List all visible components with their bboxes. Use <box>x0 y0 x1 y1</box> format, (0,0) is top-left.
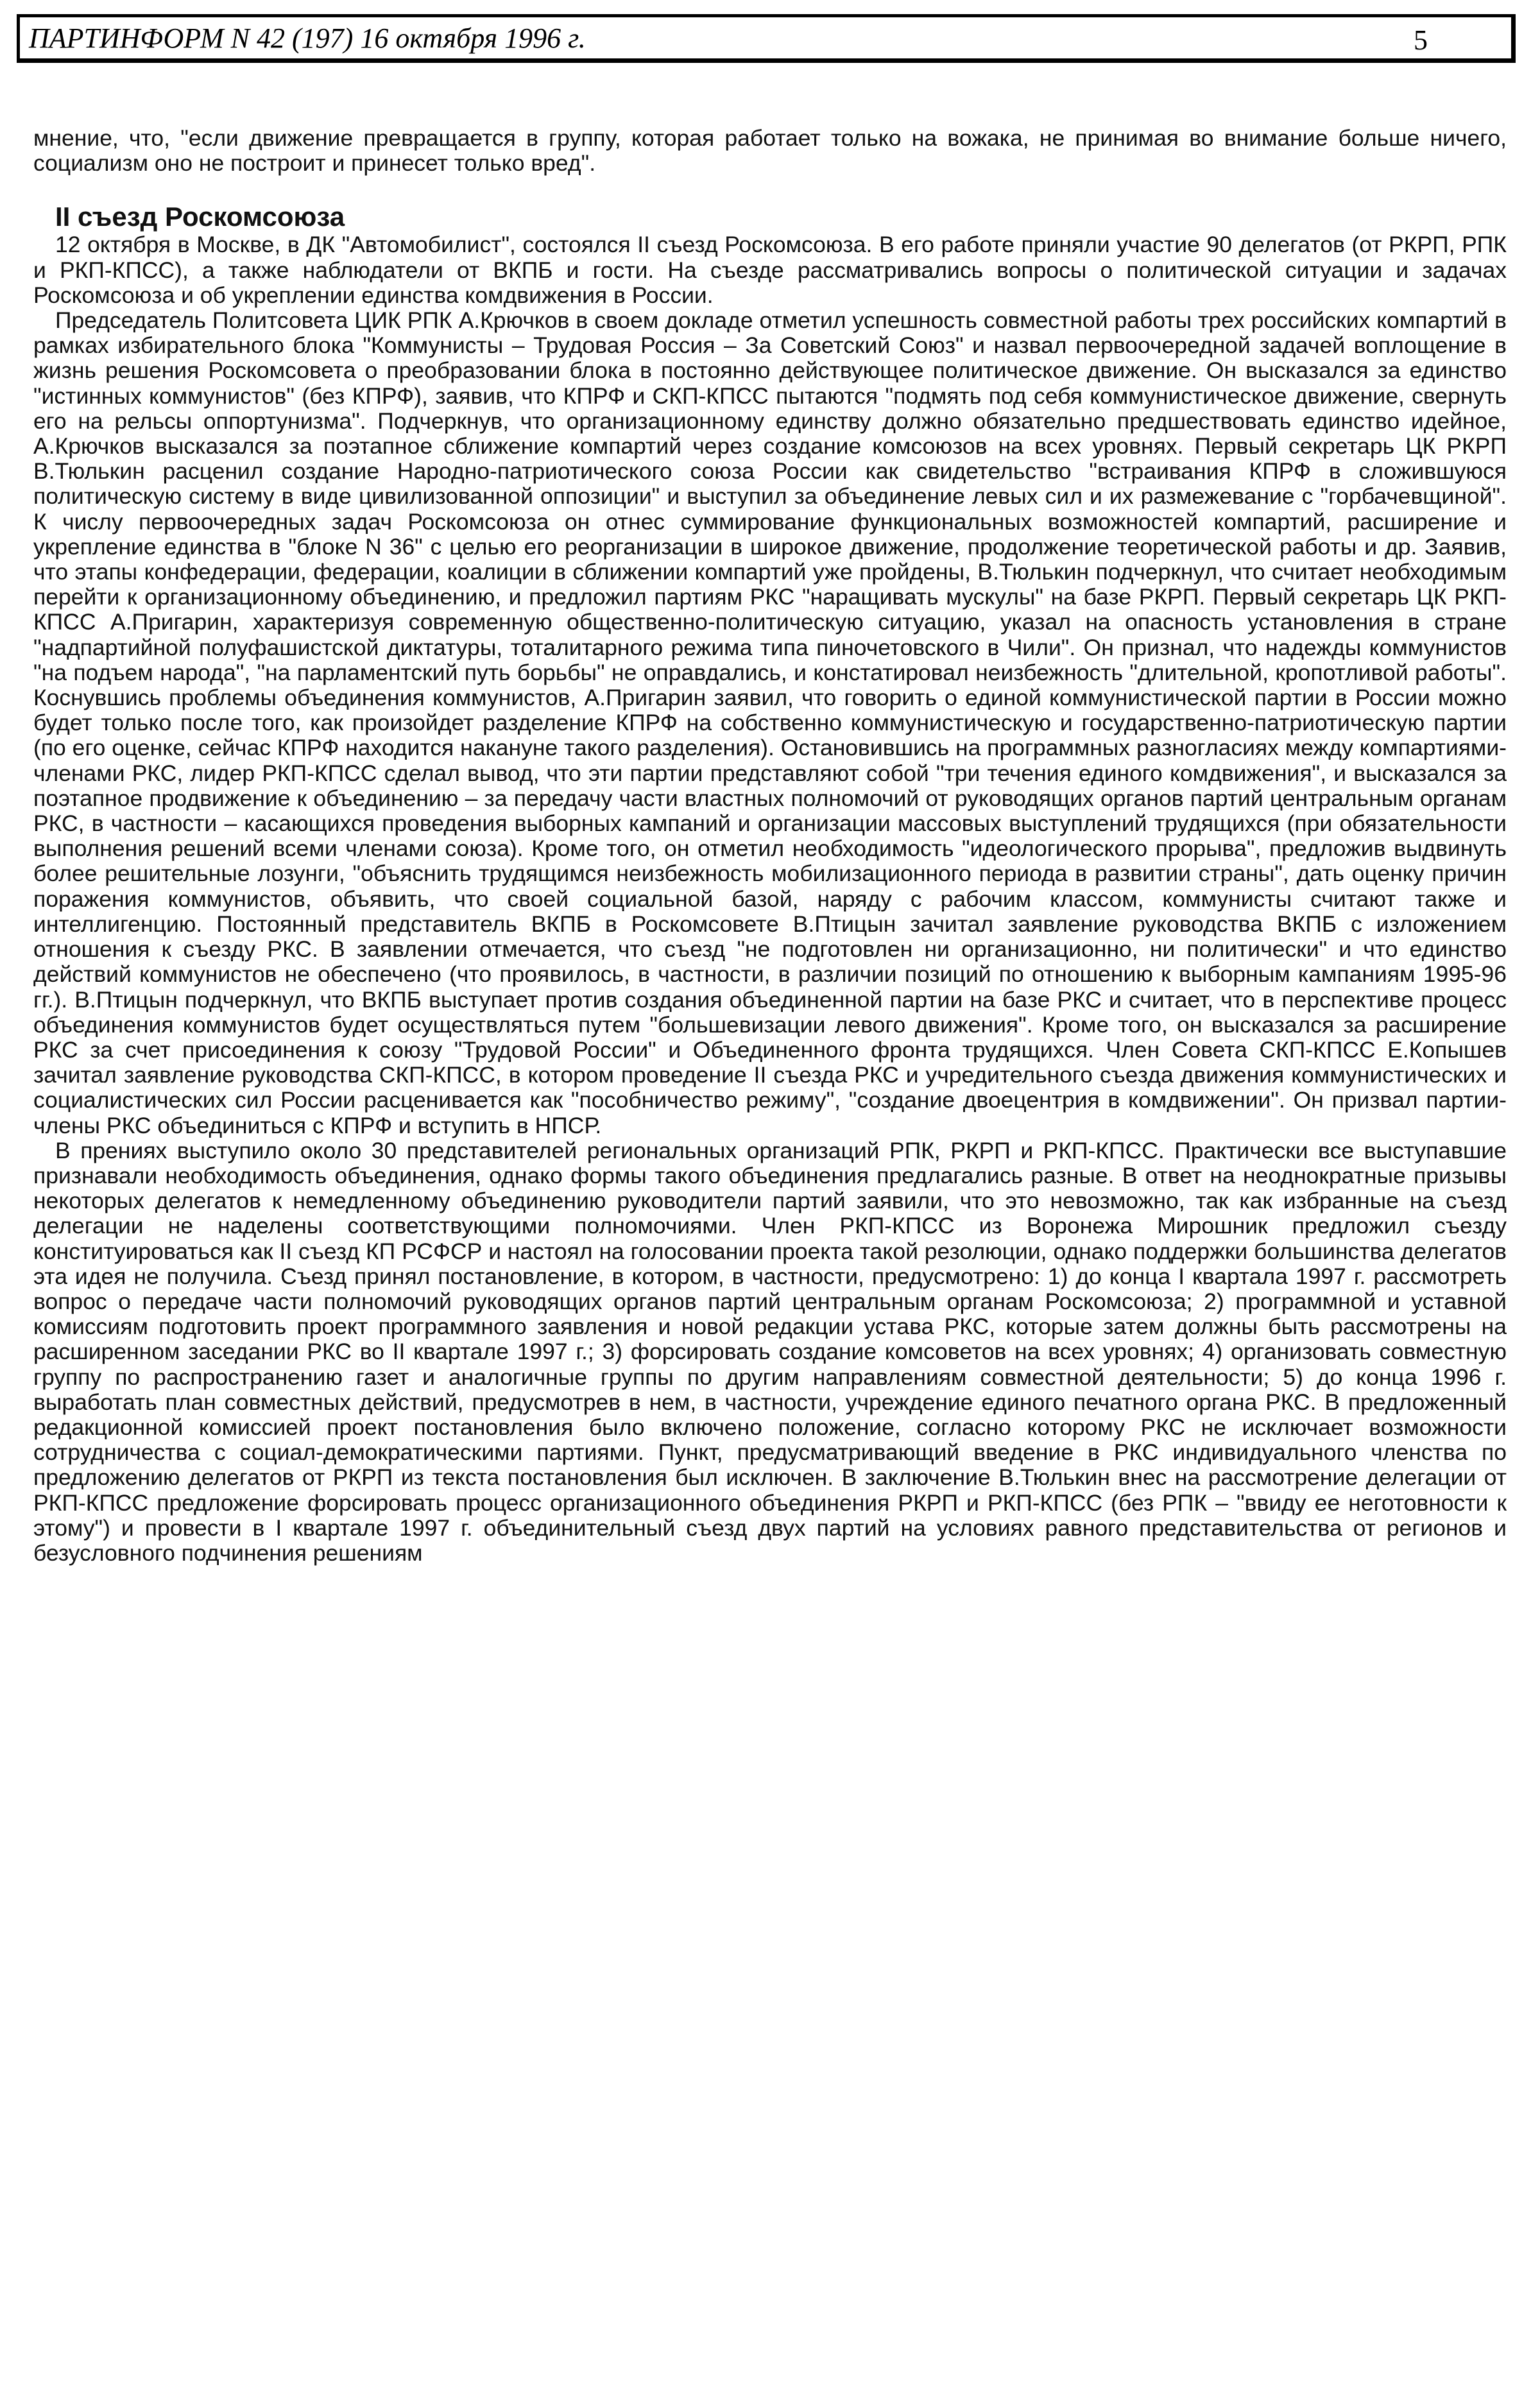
page-header <box>17 14 1516 63</box>
article-body <box>33 126 1507 1566</box>
header-title: ПАРТИНФОРМ N 42 (197) 16 октября 1996 г. <box>29 22 586 54</box>
page-number: 5 <box>1414 24 1428 56</box>
paragraph-2: Председатель Политсовета ЦИК РПК А.Крючков в своем докладе отметил успешность совместной работы трех российских компартий в рамках избирательного блока "Коммунисты – Трудовая Россия – За Советский Союз" и назвал первоочередной задачей воплощение в жизнь решения Роскомсовета о преобразовании блока в постоянно действующее политическое движение. Он высказался за единство "истинных коммунистов" (без КПРФ), заявив, что КПРФ и СКП-КПСС пытаются "подмять под себя коммунистическое движение, свернуть его на рельсы оппортунизма". Подчеркнув, что организационному единству должно обязательно предшествовать единство идейное, А.Крючков высказался за поэтапное сближение компартий через создание комсоюзов на всех уровнях. Первый секретарь ЦК РКРП В.Тюлькин расценил создание Народно-патриотического союза России как свидетельство "встраивания КПРФ в сложившуюся политическую систему в виде цивилизованной оппозиции" и выступил за объединение левых сил и их размежевание с "горбачевщиной". К числу первоочередных задач Роскомсоюза он отнес суммирование функциональных возможностей компартий, расширение и укрепление единства в "блоке N 36" с целью его реорганизации в широкое движение, продолжение теоретической работы и др. Заявив, что этапы конфедерации, федерации, коалиции в сближении компартий уже пройдены, В.Тюлькин подчеркнул, что считает необходимым перейти к организационному объединению, и предложил партиям РКС "наращивать мускулы" на базе РКРП. Первый секретарь ЦК РКП-КПСС А.Пригарин, характеризуя современную общественно-политическую ситуацию, указал на опасность установления в стране "надпартийной полуфашистской диктатуры, тоталитарного режима типа пиночетовского в Чили". Он признал, что надежды коммунистов "на подъем народа", "на парламентский путь борьбы" не оправдались, и констатировал неизбежность "длительной, кропотливой работы". Коснувшись проблемы объединения коммунистов, А.Пригарин заявил, что говорить о единой коммунистической партии в России можно будет только после того, как произойдет разделение КПРФ на собственно коммунистическую и государственно-патриотическую партии (по его оценке, сейчас КПРФ находится накануне такого разделения). Остановившись на программных разногласиях между компартиями-членами РКС, лидер РКП-КПСС сделал вывод, что эти партии представляют собой "три течения единого комдвижения", и высказался за поэтапное продвижение к объединению – за передачу части властных полномочий от руководящих органов партий центральным органам РКС, в частности – касающихся проведения выборных кампаний и организации массовых выступлений трудящихся (при обязательности выполнения решений всеми членами союза). Кроме того, он отметил необходимость "идеологического прорыва", предложив выдвинуть более решительные лозунги, "объяснить трудящимся неизбежность мобилизационного периода в развитии страны", дать оценку причин поражения коммунистов, объявить, что своей социальной базой, наряду с рабочим классом, коммунисты считают также и интеллигенцию. Постоянный представитель ВКПБ в Роскомсовете В.Птицын зачитал заявление руководства ВКПБ с изложением отношения к съезду РКС. В заявлении отмечается, что съезд "не подготовлен ни организационно, ни политически" и что единство действий коммунистов не обеспечено (что проявилось, в частности, в различии позиций по отношению к выборным кампаниям 1995-96 гг.). В.Птицын подчеркнул, что ВКПБ выступает против создания объединенной партии на базе РКС и считает, что в перспективе процесс объединения коммунистов будет осуществляться путем "большевизации левого движения". Кроме того, он высказался за расширение РКС за счет присоединения к союзу "Трудовой России" и Объединенного фронта трудящихся. Член Совета СКП-КПСС Е.Копышев зачитал заявление руководства СКП-КПСС, в котором проведение II съезда РКС и учредительного съезда движения коммунистических и социалистических сил России расценивается как "пособничество режиму", "создание двоецентрия в комдвижении". Он призвал партии-члены РКС объединиться с КПРФ и вступить в НПСР. <box>33 307 1507 1138</box>
paragraph-1: 12 октября в Москве, в ДК "Автомобилист", состоялся II съезд Роскомсоюза. В его работе приняли участие 90 делегатов (от РКРП, РПК и РКП-КПСС), а также наблюдатели от ВКПБ и гости. На съезде рассматривались вопросы о политической ситуации и задачах Роскомсоюза и об укреплении единства комдвижения в России. <box>33 232 1507 308</box>
article-heading: II съезд Роскомсоюза <box>55 201 345 232</box>
intro-paragraph: мнение, что, "если движение превращается в группу, которая работает только на вожака, не принимая во внимание больше ничего, социализм оно не построит и принесет только вред". <box>33 125 1507 176</box>
paragraph-3: В прениях выступило около 30 представителей региональных организаций РПК, РКРП и РКП-КПСС. Практически все выступавшие признавали необходимость объединения, однако формы такого объединения предлагались разные. В ответ на неоднократные призывы некоторых делегатов к немедленному объединению руководители партий заявили, что это невозможно, так как избранные на съезд делегации не наделены соответствующими полномочиями. Член РКП-КПСС из Воронежа Мирошник предложил съезду конституироваться как II съезд КП РСФСР и настоял на голосовании проекта такой резолюции, однако поддержки большинства делегатов эта идея не получила. Съезд принял постановление, в котором, в частности, предусмотрено: 1) до конца I квартала 1997 г. рассмотреть вопрос о передаче части полномочий руководящих органов партий центральным органам Роскомсоюза; 2) программной и уставной комиссиям подготовить проект программного заявления и новой редакции устава РКС, которые затем должны быть рассмотрены на расширенном заседании РКС во II квартале 1997 г.; 3) форсировать создание комсоветов на всех уровнях; 4) организовать совместную группу по распространению газет и аналогичные группы по другим направлениям совместной деятельности; 5) до конца 1996 г. выработать план совместных действий, предусмотрев в нем, в частности, учреждение единого печатного органа РКС. В предложенный редакционной комиссией проект постановления было включено положение, согласно которому РКС не исключает возможности сотрудничества с социал-демократическими партиями. Пункт, предусматривающий введение в РКС индивидуального членства по предложению делегатов от РКРП из текста постановления был исключен. В заключение В.Тюлькин внес на рассмотрение делегации от РКП-КПСС предложение форсировать процесс организационного объединения РКРП и РКП-КПСС (без РПК – "ввиду ее неготовности к этому") и провести в I квартале 1997 г. объединительный съезд двух партий на условиях равного представительства от регионов и безусловного подчинения решениям <box>33 1137 1507 1566</box>
